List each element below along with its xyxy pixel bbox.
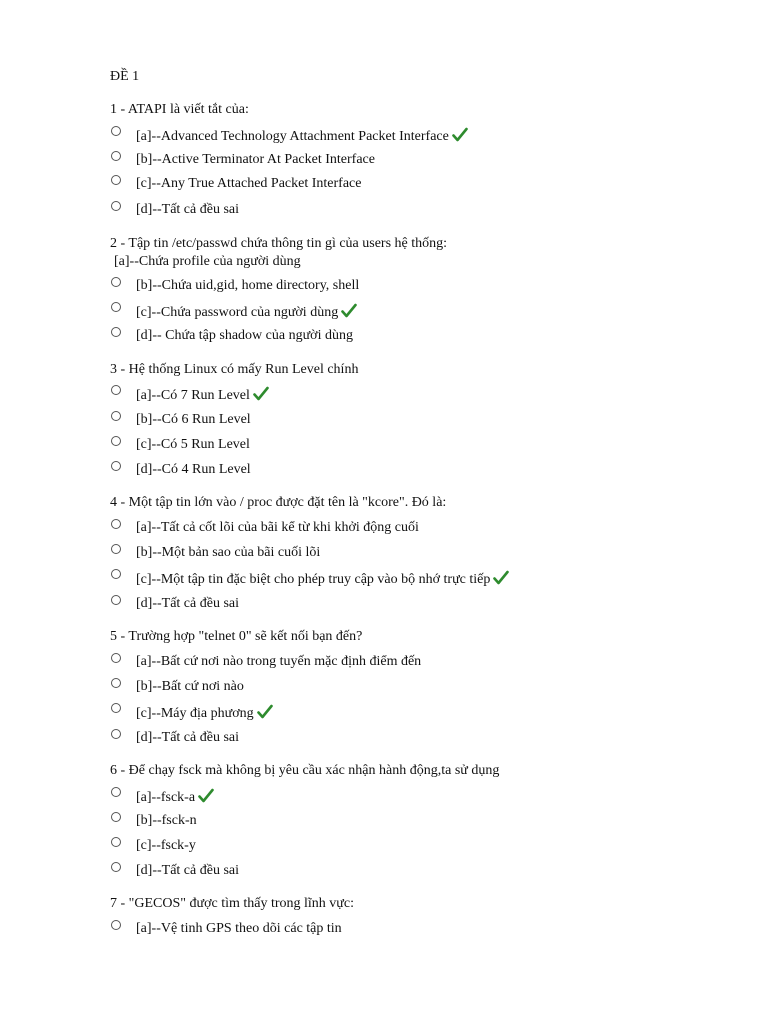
option-text: [c]--Một tập tin đặc biệt cho phép truy cập vào bộ nhớ trực tiếp: [136, 572, 491, 587]
option-label: [136, 813, 197, 829]
question-text: 3 - Hệ thống Linux có mấy Run Level chính: [110, 362, 359, 377]
page-title: ĐỀ 1: [110, 69, 140, 84]
option-text: [d]--Tất cả đều sai: [136, 596, 239, 611]
option-text: [b]--Active Terminator At Packet Interface: [136, 152, 375, 167]
option-text: [c]--Có 5 Run Level: [136, 437, 250, 452]
option-label: [136, 654, 421, 670]
correct-check-icon: [341, 303, 357, 319]
option-label: [136, 520, 419, 536]
option-label: [136, 596, 239, 612]
radio-button[interactable]: [111, 920, 121, 930]
radio-button[interactable]: [111, 385, 121, 395]
option-label: [136, 704, 273, 722]
option-label: [136, 437, 250, 453]
option-label: [136, 176, 361, 192]
question-text: 5 - Trường hợp "telnet 0" sẽ kết nối bạn đến?: [110, 629, 363, 644]
radio-button[interactable]: [111, 461, 121, 471]
radio-button[interactable]: [111, 653, 121, 663]
question-text: 1 - ATAPI là viết tắt của:: [110, 102, 249, 117]
option-label: [136, 462, 251, 478]
radio-button[interactable]: [111, 862, 121, 872]
option-text: [a]--Advanced Technology Attachment Packet Interface: [136, 129, 449, 144]
radio-button[interactable]: [111, 175, 121, 185]
question-text: 7 - "GECOS" được tìm thấy trong lĩnh vực:: [110, 896, 354, 911]
radio-button[interactable]: [111, 436, 121, 446]
option-text: [d]--Tất cả đều sai: [136, 863, 239, 878]
option-label: [136, 412, 251, 428]
option-text: [c]--Any True Attached Packet Interface: [136, 176, 362, 191]
option-label: [136, 570, 509, 588]
question-text: 2 - Tập tin /etc/passwd chứa thông tin gì của users hệ thống:: [110, 236, 448, 251]
option-text: [b]--Một bản sao của bãi cuối lõi: [136, 545, 321, 560]
option-text: [d]--Có 4 Run Level: [136, 462, 251, 477]
option-text: [c]--Máy địa phương: [136, 706, 254, 721]
radio-button[interactable]: [111, 569, 121, 579]
option-text: [a]--Chứa profile của người dùng: [114, 254, 301, 269]
option-label: [136, 127, 468, 145]
option-label: [136, 679, 244, 695]
option-label: [136, 863, 239, 879]
option-label: [136, 278, 359, 294]
radio-button[interactable]: [111, 837, 121, 847]
radio-button[interactable]: [111, 327, 121, 337]
option-label: [136, 838, 196, 854]
correct-check-icon: [493, 570, 509, 586]
option-text: [c]--Chứa password của người dùng: [136, 305, 339, 320]
question-text: 4 - Một tập tin lớn vào / proc được đặt tên là "kcore". Đó là:: [110, 495, 447, 510]
question-text: 6 - Để chạy fsck mà không bị yêu cầu xác nhận hành động,ta sử dụng: [110, 763, 500, 778]
option-label: [136, 202, 239, 218]
radio-button[interactable]: [111, 411, 121, 421]
option-text: [a]--Vệ tinh GPS theo dõi các tập tin: [136, 921, 342, 936]
option-label: [136, 303, 357, 321]
correct-check-icon: [257, 704, 273, 720]
radio-button[interactable]: [111, 519, 121, 529]
radio-button[interactable]: [111, 729, 121, 739]
option-label: [136, 921, 342, 937]
option-text: [c]--fsck-y: [136, 838, 196, 853]
option-label: [136, 386, 269, 404]
correct-check-icon: [452, 127, 468, 143]
option-label: [136, 730, 239, 746]
radio-button[interactable]: [111, 302, 121, 312]
option-text: [b]--Chứa uid,gid, home directory, shell: [136, 278, 360, 293]
option-text: [a]--fsck-a: [136, 790, 196, 805]
option-text: [b]--fsck-n: [136, 813, 197, 828]
radio-button[interactable]: [111, 787, 121, 797]
correct-check-icon: [253, 386, 269, 402]
option-text: [a]--Có 7 Run Level: [136, 388, 250, 403]
radio-button[interactable]: [111, 678, 121, 688]
radio-button[interactable]: [111, 544, 121, 554]
option-text: [b]--Có 6 Run Level: [136, 412, 251, 427]
option-text: [d]--Tất cả đều sai: [136, 202, 239, 217]
radio-button[interactable]: [111, 126, 121, 136]
option-text: [d]-- Chứa tập shadow của người dùng: [136, 328, 353, 343]
option-label: [136, 152, 375, 168]
correct-check-icon: [198, 788, 214, 804]
radio-button[interactable]: [111, 812, 121, 822]
option-label: [136, 328, 353, 344]
option-text: [a]--Bất cứ nơi nào trong tuyến mặc định điểm đến: [136, 654, 422, 669]
option-text: [a]--Tất cả cốt lõi của bãi kể từ khi khởi động cuối: [136, 520, 419, 535]
option-label: [136, 545, 320, 561]
radio-button[interactable]: [111, 703, 121, 713]
radio-button[interactable]: [111, 277, 121, 287]
radio-button[interactable]: [111, 201, 121, 211]
radio-button[interactable]: [111, 595, 121, 605]
radio-button[interactable]: [111, 151, 121, 161]
option-label: [136, 788, 214, 806]
option-text: [b]--Bất cứ nơi nào: [136, 679, 244, 694]
option-text: [d]--Tất cả đều sai: [136, 730, 239, 745]
